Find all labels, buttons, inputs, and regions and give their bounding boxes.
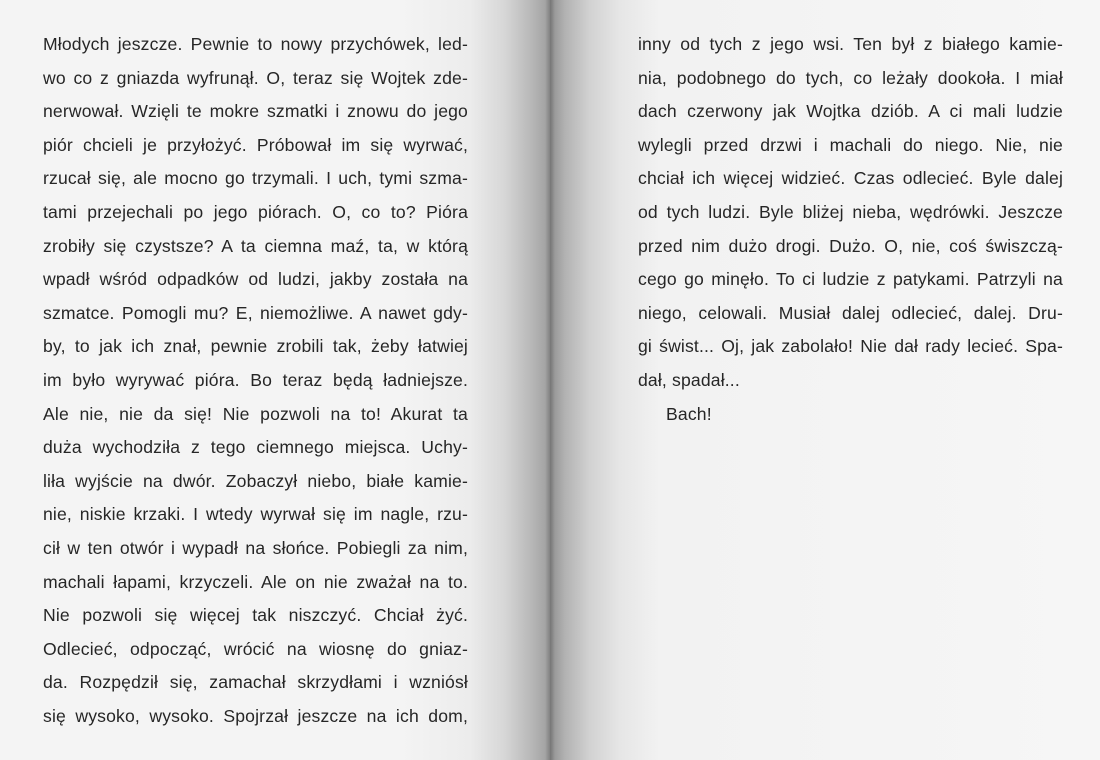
text-line: niego, celowali. Musiał dalej odlecieć, dalej. Dru- bbox=[638, 302, 1063, 323]
text-line: gi świst... Oj, jak zabolało! Nie dał rady lecieć. Spa- bbox=[638, 336, 1063, 357]
text-line: nie, niskie krzaki. I wtedy wyrwał się im nagle, rzu- bbox=[43, 504, 468, 525]
text-line: tami przejechali po jego piórach. O, co to? Pióra bbox=[43, 202, 468, 222]
text-line: Odlecieć, odpocząć, wrócić na wiosnę do gniaz- bbox=[43, 638, 468, 659]
text-line: nia, podobnego do tych, co leżały dookoła. I miał bbox=[638, 67, 1063, 88]
text-line: zrobiły się czystsze? A ta ciemna maź, ta, w którą bbox=[43, 235, 468, 256]
text-line: chciał ich więcej widzieć. Czas odlecieć. Byle dalej bbox=[638, 168, 1063, 189]
text-line: Bach! bbox=[666, 403, 712, 424]
text-line: dał, spadał... bbox=[638, 370, 740, 390]
text-line: machali łapami, krzyczeli. Ale on nie zważał na to. bbox=[43, 571, 468, 592]
text-line: im było wyrywać pióra. Bo teraz będą ładniejsze. bbox=[43, 370, 468, 390]
text-line: cił w ten otwór i wypadł na słońce. Pobiegli za nim, bbox=[43, 538, 468, 558]
text-line: dach czerwony jak Wojtka dziób. A ci mali ludzie bbox=[638, 101, 1063, 122]
text-line: rzucał się, ale mocno go trzymali. I uch, tymi szma- bbox=[43, 168, 468, 189]
text-line: by, to jak ich znał, pewnie zrobili tak, żeby łatwiej bbox=[43, 336, 468, 357]
right-page bbox=[550, 0, 1100, 760]
text-line: wylegli przed drzwi i machali do niego. Nie, nie bbox=[638, 134, 1063, 155]
text-line: Nie pozwoli się więcej tak niszczyć. Chciał żyć. bbox=[43, 605, 468, 626]
text-line: szmatce. Pomogli mu? E, niemożliwe. A nawet gdy- bbox=[43, 302, 468, 323]
text-line: przed nim dużo drogi. Dużo. O, nie, coś świszczą- bbox=[638, 235, 1063, 256]
book-gutter bbox=[545, 0, 555, 760]
text-line: da. Rozpędził się, zamachał skrzydłami i wzniósł bbox=[43, 672, 468, 693]
text-line: Młodych jeszcze. Pewnie to nowy przychówek, led- bbox=[43, 34, 468, 54]
text-line: wo co z gniazda wyfrunął. O, teraz się Wojtek zde- bbox=[43, 67, 468, 88]
text-line: nerwował. Wzięli te mokre szmatki i znowu do jego bbox=[43, 101, 468, 122]
text-line: Ale nie, nie da się! Nie pozwoli na to! Akurat ta bbox=[43, 403, 468, 424]
text-line: liła wyjście na dwór. Zobaczył niebo, białe kamie- bbox=[43, 470, 468, 491]
text-line: cego go minęło. To ci ludzie z patykami. Patrzyli na bbox=[638, 269, 1063, 290]
text-line: duża wychodziła z tego ciemnego miejsca. Uchy- bbox=[43, 437, 468, 458]
text-line: od tych ludzi. Byle bliżej nieba, wędrówki. Jeszcze bbox=[638, 202, 1063, 222]
text-line: inny od tych z jego wsi. Ten był z białego kamie- bbox=[638, 34, 1063, 54]
text-line: piór chcieli je przyłożyć. Próbował im się wyrwać, bbox=[43, 134, 468, 155]
text-line: się wysoko, wysoko. Spojrzał jeszcze na ich dom, bbox=[43, 706, 468, 726]
text-line: wpadł wśród odpadków od ludzi, jakby została na bbox=[43, 269, 468, 290]
